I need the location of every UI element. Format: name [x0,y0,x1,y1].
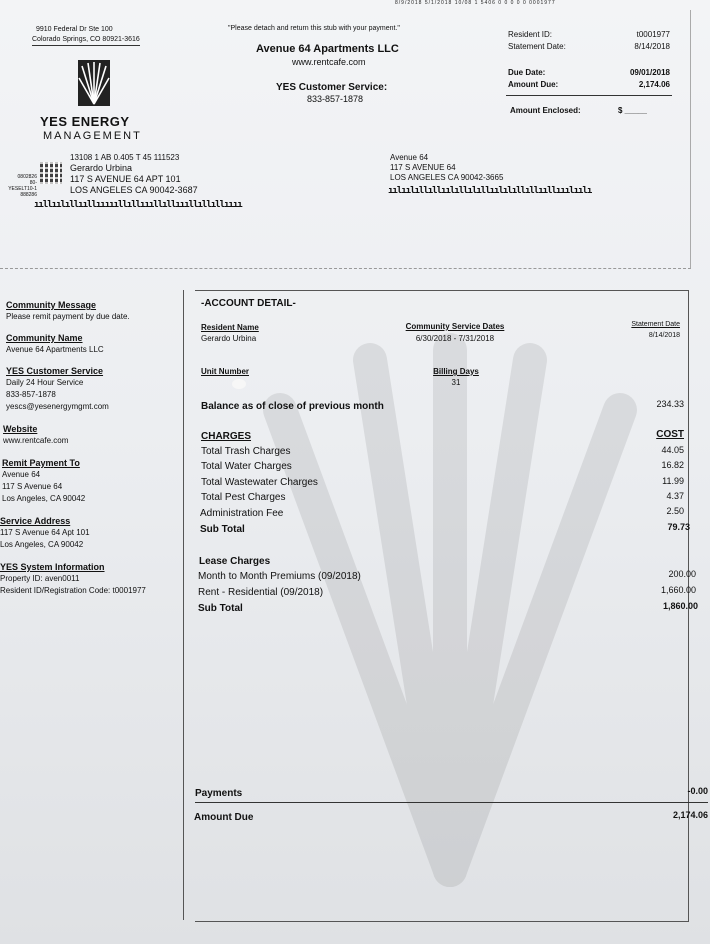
logo-text-line1: YES ENERGY [40,114,130,129]
side-codes: 0802826 80-YESELT10-1 888286 [8,174,37,198]
detail-statement-date-label: Statement Date [631,321,680,328]
lease-label-premiums: Month to Month Premiums (09/2018) [198,571,361,582]
due-date-value: 09/01/2018 [629,68,670,77]
charges-header: CHARGES [201,431,252,442]
system-info-title: YES System Information [0,562,105,572]
stub-divider [506,95,672,96]
website-link[interactable]: www.rentcafe.com [3,436,69,445]
account-detail-title: -ACCOUNT DETAIL- [201,298,296,309]
service-address-line: Los Angeles, CA 90042 [0,540,84,549]
stub-notice: "Please detach and return this stub with your payment." [228,25,400,32]
amount-due-total-label: Amount Due [194,812,254,823]
watermark-logo-icon [240,330,660,890]
community-message-title: Community Message [6,300,97,310]
service-address-line: 117 S Avenue 64 Apt 101 [0,528,90,537]
company-website: www.rentcafe.com [292,57,366,67]
customer-service-title: YES Customer Service: [276,82,388,93]
service-address-title: Service Address [0,516,71,526]
remit-line: 117 S Avenue 64 [2,482,63,491]
charge-value-water: 16.82 [661,460,684,470]
charge-value-trash: 44.05 [661,445,684,455]
customer-service-heading: YES Customer Service [6,366,104,376]
mail-name: Gerardo Urbina [70,163,133,173]
customer-service-phone: 833-857-1878 [307,94,364,104]
top-strip: 8/9/2018 5/1/2018 10/08 1 5406 0 0 0 0 0 0001977 [395,0,556,6]
charge-value-admin-fee: 2.50 [666,506,684,516]
amount-due-label: Amount Due: [508,80,559,89]
return-address-line1: 9910 Federal Dr Ste 100 [36,26,113,33]
charge-value-wastewater: 11.99 [662,476,684,486]
remit-title: Remit Payment To [2,458,80,468]
amount-due-value: 2,174.06 [638,80,670,89]
remit-line: Los Angeles, CA 90042 [2,494,86,503]
statement-date-value: 8/14/2018 [634,42,670,51]
unit-number-redaction [232,379,246,389]
charge-label-wastewater: Total Wastewater Charges [201,477,318,488]
community-message-text: Please remit payment by due date. [6,312,130,321]
resident-id-label: Resident ID: [508,30,553,39]
statement-date-label: Statement Date: [508,42,566,51]
info-panel [0,290,184,920]
due-date-label: Due Date: [508,68,546,77]
service-phone: 833-857-1878 [6,390,56,399]
balance-label: Balance as of close of previous month [201,401,384,412]
payments-value: -0.00 [687,786,708,796]
charges-subtotal-value: 79.73 [667,522,690,532]
resident-name-value: Gerardo Urbina [201,334,257,343]
mail-city: LOS ANGELES CA 90042-3687 [70,185,198,195]
mail-street: 117 S AVENUE 64 APT 101 [70,174,181,184]
charge-label-water: Total Water Charges [201,461,292,472]
remit-street: 117 S AVENUE 64 [390,163,456,172]
amount-due-total-value: 2,174.06 [672,810,708,820]
service-line: Daily 24 Hour Service [6,378,84,387]
return-address-line2: Colorado Springs, CO 80921-3616 [32,36,140,46]
charge-value-pest: 4.37 [666,491,684,501]
remit-name: Avenue 64 [390,153,429,162]
payments-divider [195,802,708,803]
charges-subtotal-label: Sub Total [200,524,245,535]
remit-line: Avenue 64 [2,470,41,479]
balance-value: 234.33 [656,399,684,409]
yes-energy-logo-icon [76,58,112,108]
logo-text-line2: MANAGEMENT [43,130,142,142]
billing-days-label: Billing Days [433,367,479,376]
lease-value-rent: 1,660.00 [660,585,696,595]
company-name: Avenue 64 Apartments LLC [256,43,399,55]
charge-label-admin-fee: Administration Fee [200,508,284,519]
remit-city: LOS ANGELES CA 90042-3665 [390,173,504,182]
service-email-link[interactable]: yescs@yesenergymgmt.com [6,402,109,411]
payments-label: Payments [195,788,243,799]
lease-subtotal-value: 1,860.00 [662,601,698,611]
website-title: Website [3,424,38,434]
lease-charges-header: Lease Charges [199,556,271,567]
mail-code: 13108 1 AB 0.405 T 45 111523 [70,153,180,162]
system-info-line: Resident ID/Registration Code: t0001977 [0,586,146,595]
charge-label-pest: Total Pest Charges [201,492,286,503]
lease-subtotal-label: Sub Total [198,603,243,614]
community-name-title: Community Name [6,333,83,343]
billing-days-value: 31 [451,378,461,387]
postal-barcode-right: ıılıılıllıllıılıllılıllıılılıllıllııllııılıılı [388,186,592,196]
unit-number-label: Unit Number [201,367,249,376]
lease-label-rent: Rent - Residential (09/2018) [198,587,324,598]
payment-stub [0,10,691,269]
service-dates-label: Community Service Dates [405,322,505,331]
resident-name-label: Resident Name [201,323,259,332]
amount-enclosed-label: Amount Enclosed: [510,106,581,115]
amount-enclosed-field[interactable]: $ _____ [618,106,647,115]
resident-id-value: t0001977 [636,30,670,39]
detail-statement-date-value: 8/14/2018 [648,332,680,339]
lease-value-premiums: 200.00 [668,569,696,579]
community-name-text: Avenue 64 Apartments LLC [6,345,104,354]
service-dates-value: 6/30/2018 - 7/31/2018 [415,334,495,343]
cost-header: COST [656,429,684,440]
charge-label-trash: Total Trash Charges [201,446,291,457]
system-info-line: Property ID: aven0011 [0,574,80,583]
postal-barcode-left: ııllıılıllııllıııııllıllıııllıllıııllıllıllıııı [34,200,242,210]
